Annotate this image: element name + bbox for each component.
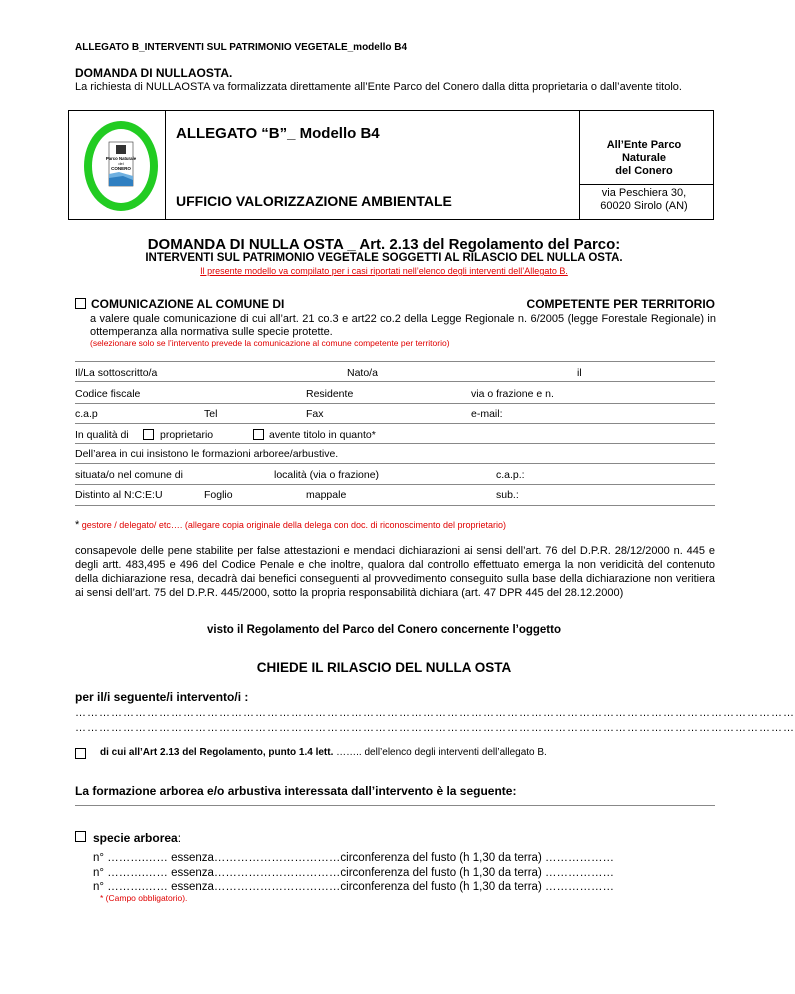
essenza-row-2[interactable]: n° ……….…… essenza……………………………circonferenza del fusto (h 1,30 da terra) ……………… (93, 867, 614, 879)
situata-label: situata/o nel comune di (75, 469, 183, 481)
divider (75, 484, 715, 485)
proprietario-label: proprietario (160, 429, 214, 441)
interventi-field-1[interactable]: ……………………………………………………………………………………………………………………………………………………………… (75, 707, 795, 719)
divider (75, 463, 715, 464)
localita-label: località (via o frazione) (274, 469, 380, 481)
mappale-label: mappale (306, 489, 347, 501)
tel-label: Tel (204, 408, 218, 420)
formazione-label: La formazione arborea e/o arbustiva interessata dall’intervento è la seguente: (75, 784, 517, 798)
il-label: il (577, 367, 582, 379)
interventi-label: per il/i seguente/i intervento/i : (75, 690, 249, 704)
residente-label: Residente (306, 388, 354, 400)
ufficio-title: UFFICIO VALORIZZAZIONE AMBIENTALE (176, 193, 452, 209)
qualita-label: In qualità di (75, 429, 129, 441)
divider (75, 505, 715, 506)
instruction-note: Il presente modello va compilato per i casi riportati nell’elenco degli interventi dell’Allegato B. (200, 266, 568, 276)
avente-checkbox[interactable] (253, 429, 264, 440)
svg-text:Parco Naturale: Parco Naturale (105, 156, 137, 161)
area-label: Dell’area in cui insistono le formazioni arboree/arbustive. (75, 448, 339, 460)
cap-label: c.a.p (75, 408, 98, 420)
comunicazione-checkbox[interactable] (75, 298, 86, 309)
codice-fiscale-label: Codice fiscale (75, 388, 141, 400)
main-title: DOMANDA DI NULLA OSTA _ Art. 2.13 del Regolamento del Parco: (147, 236, 621, 253)
specie-checkbox[interactable] (75, 831, 86, 842)
sub-title: INTERVENTI SUL PATRIMONIO VEGETALE SOGGETTI AL RILASCIO DEL NULLA OSTA. (145, 252, 623, 264)
interventi-field-2[interactable]: ……………………………………………………………………………………………………………………………………………………………… (75, 722, 795, 734)
email-label: e-mail: (471, 408, 503, 420)
street-address: via Peschiera 30, 60020 Sirolo (AN) (600, 187, 688, 212)
intro-text: La richiesta di NULLAOSTA va formalizzata direttamente all’Ente Parco del Conero dalla ditta proprietaria o dall’avente titolo. (75, 81, 682, 93)
dicui-checkbox[interactable] (75, 748, 86, 759)
essenza-row-1[interactable]: n° ……….…… essenza……………………………circonferenza del fusto (h 1,30 da terra) ……………… (93, 852, 614, 864)
divider (75, 381, 715, 382)
parco-conero-logo (79, 118, 163, 219)
dicui-text: di cui all’Art 2.13 del Regolamento, punto 1.4 lett. …….. dell’elenco degli interventi dell’allegato B. (100, 747, 547, 758)
required-note: * (Campo obbligatorio). (100, 893, 188, 903)
allegato-title: ALLEGATO “B”_ Modello B4 (176, 125, 380, 142)
essenza-row-3[interactable]: n° ……….…… essenza……………………………circonferenza del fusto (h 1,30 da terra) ……………… (93, 881, 614, 893)
sottoscritto-label: Il/La sottoscritto/a (75, 367, 158, 379)
comunicazione-note: (selezionare solo se l’intervento prevede la comunicazione al comune competente per territorio) (90, 338, 450, 348)
divider (75, 423, 715, 424)
via-label: via o frazione e n. (471, 388, 554, 400)
comunicazione-text: a valere quale comunicazione di cui all’art. 21 co.3 e art22 co.2 della Legge Regionale n. 6/2005 (legge Forestale Regionale) in ottemperanza alla normativa sulle specie protette. (90, 313, 716, 338)
declaration-paragraph: consapevole delle pene stabilite per false attestazioni e mendaci dichiarazioni ai sensi dell’art. 76 del D.P.R. 28/12/2000 n. 445 e degli artt. 483,495 e 496 del Codice Penale e che inoltre, qualora dal controllo effettuato emerga la non veridicità del contenuto della dichiarazione resa, decadrà dai benefici conseguenti al provvedimento conseguito sulla base della dichiarazione non veritiera ai sensi dell’art. 75 del D.P.R. 445/2000, sotto la propria responsabilità dichiara (art. 47 DPR 445 del 28.12.2000) (75, 545, 715, 599)
distinto-label: Distinto al N:C:E:U (75, 489, 163, 501)
avente-label: avente titolo in quanto* (269, 429, 376, 441)
ente-address: All’Ente Parco Naturale del Conero (606, 139, 682, 177)
sub-label: sub.: (496, 489, 519, 501)
svg-text:del: del (118, 161, 124, 166)
divider (75, 805, 715, 806)
intro-title: DOMANDA DI NULLAOSTA. (75, 66, 233, 80)
fax-label: Fax (306, 408, 324, 420)
divider (75, 361, 715, 362)
competente-label: COMPETENTE PER TERRITORIO (526, 297, 715, 311)
divider (75, 443, 715, 444)
proprietario-checkbox[interactable] (143, 429, 154, 440)
svg-text:CONERO: CONERO (111, 166, 131, 171)
comunicazione-label: COMUNICAZIONE AL COMUNE DI (91, 297, 285, 311)
divider (75, 403, 715, 404)
visto-line: visto il Regolamento del Parco del Conero concernente l’oggetto (206, 624, 561, 636)
chiede-title: CHIEDE IL RILASCIO DEL NULLA OSTA (256, 660, 512, 675)
specie-label: specie arborea: (93, 831, 182, 845)
foglio-label: Foglio (204, 489, 233, 501)
cap2-label: c.a.p.: (496, 469, 525, 481)
document-header: ALLEGATO B_INTERVENTI SUL PATRIMONIO VEGETALE_modello B4 (75, 42, 408, 53)
footnote: * gestore / delegato/ etc…. (allegare copia originale della delega con doc. di riconoscimento del proprietario) (75, 519, 507, 531)
nato-label: Nato/a (347, 367, 378, 379)
